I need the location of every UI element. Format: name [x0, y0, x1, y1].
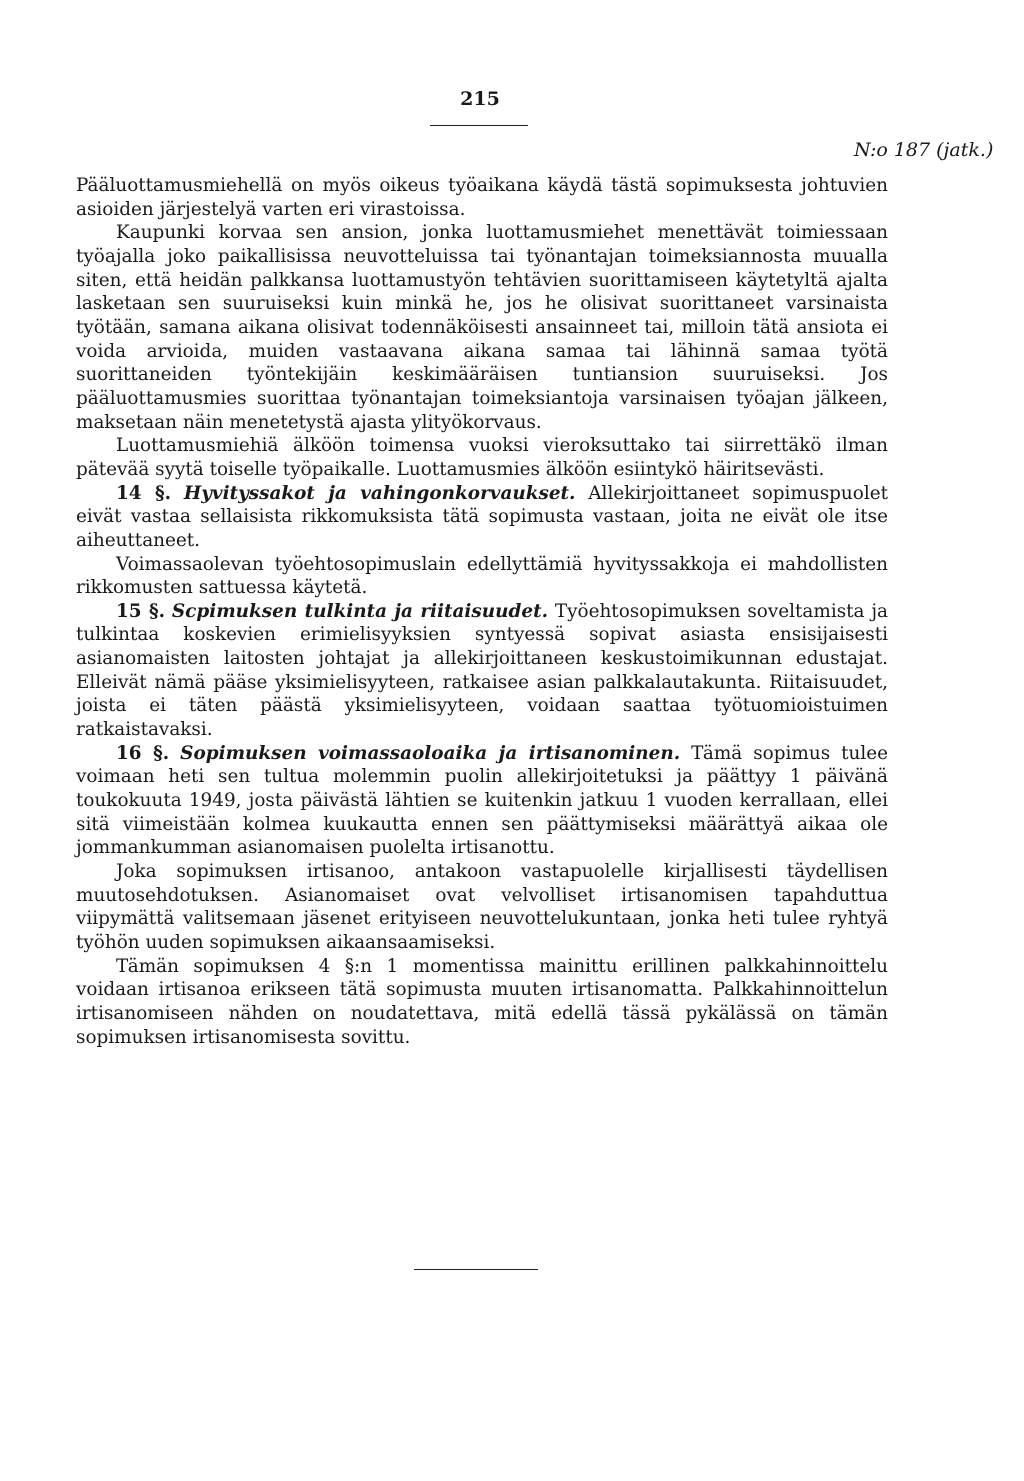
- end-rule: [414, 1269, 538, 1270]
- section-text: Työehtosopimuksen soveltamista ja tulkintaa koskevien erimielisyyksien syntyessä sopivat asiasta ensisijaisesti asianomaisten laitosten johtajat ja allekirjoittaneen keskustoimikunnan edustajat. Elleivät nämä pääse yksimielisyyteen, ratkaisee asian palkkalautakunta. Riitaisuudet, joista ei täten päästä yksimielisyyteen, voidaan saattaa työtuomioistuimen ratkaistavaksi.: [76, 600, 889, 741]
- section-number: 14 §.: [116, 482, 171, 504]
- page-number-rule: [430, 125, 528, 126]
- paragraph-steward-protection: Luottamusmiehiä älköön toimensa vuoksi vieroksuttako tai siirrettäkö ilman pätevää syytä toiselle työpaikalle. Luottamusmies älköön esiintykö häiritsevästi.: [76, 435, 888, 480]
- document-body: [76, 174, 888, 1049]
- series-reference: N:o 187 (jatk.): [854, 139, 994, 161]
- paragraph-chief-steward-rights: Pääluottamusmiehellä on myös oikeus työaikana käydä tästä sopimuksesta johtuvien asioiden järjestelyä varten eri virastoissa.: [76, 175, 888, 220]
- section-number: 15 §.: [116, 600, 166, 622]
- section-16: [76, 742, 888, 860]
- section-title: Sopimuksen voimassaoloaika ja irtisanominen.: [180, 742, 681, 764]
- section-14: [76, 482, 888, 553]
- paragraph-penalties: Voimassaolevan työehtosopimuslain edellyttämiä hyvityssakkoja ei mahdollisten rikkomusten sattuessa käytetä.: [76, 553, 888, 599]
- section-15: [76, 600, 888, 742]
- section-text: Tämä sopimus tulee voimaan heti sen tultua molemmin puolin allekirjoitetuksi ja päättyy 1 päivänä toukokuuta 1949, josta päivästä lähtien se kuitenkin jatkuu 1 vuoden kerrallaan, ellei sitä viimeistään kolmea kuukautta ennen sen päättymiseksi määrättyä aikaa ole jommankumman asianomaisen puolelta irtisanottu.: [76, 742, 889, 859]
- paragraph-termination-proposal: Joka sopimuksen irtisanoo, antakoon vastapuolelle kirjallisesti täydellisen muutosehdotuksen. Asianomaiset ovat velvolliset irtisanomisen tapahduttua viipymättä valitsemaan jäsenet erityiseen neuvottelukuntaan, jonka heti tulee ryhtyä työhön uuden sopimuksen aikaansaamiseksi.: [76, 861, 888, 953]
- section-title: Scpimuksen tulkinta ja riitaisuudet.: [171, 600, 548, 622]
- paragraph-compensation: Kaupunki korvaa sen ansion, jonka luottamusmiehet menettävät toimiessaan työajalla joko paikallisissa neuvotteluissa tai työnantajan toimeksiannosta muualla siten, että heidän palkkansa luottamustyön tehtävien suorittamiseen käytetyltä ajalta lasketaan sen suuruiseksi kuin minkä he, jos he olisivat suorittaneet varsinaista työtään, samana aikana olisivat todennäköisesti ansainneet tai, milloin tätä ansiota ei voida arvioida, muiden vastaavana aikana samaa tai lähinnä samaa työtä suorittaneiden työntekijäin keskimääräisen tuntiansion suuruiseksi. Jos pääluottamusmies suorittaa työnantajan toimeksiantoja varsinaisen työajan jälkeen, maksetaan näin menetetystä ajasta ylityökorvaus.: [76, 222, 888, 433]
- section-text: Allekirjoittaneet sopimuspuolet eivät vastaa sellaisista rikkomuksista tätä sopimusta vastaan, joita ne eivät ole itse aiheuttaneet.: [76, 482, 888, 551]
- page-number: 215: [460, 88, 500, 110]
- paragraph-wage-schedule-termination: Tämän sopimuksen 4 §:n 1 momentissa mainittu erillinen palkkahinnoittelu voidaan irtisanoa erikseen tätä sopimusta muuten irtisanomatta. Palkkahinnoittelun irtisanomiseen nähden on noudatettava, mitä edellä tässä pykälässä on tämän sopimuksen irtisanomisesta sovittu.: [76, 955, 888, 1048]
- section-number: 16 §.: [116, 742, 170, 764]
- section-title: Hyvityssakot ja vahingonkorvaukset.: [183, 482, 576, 504]
